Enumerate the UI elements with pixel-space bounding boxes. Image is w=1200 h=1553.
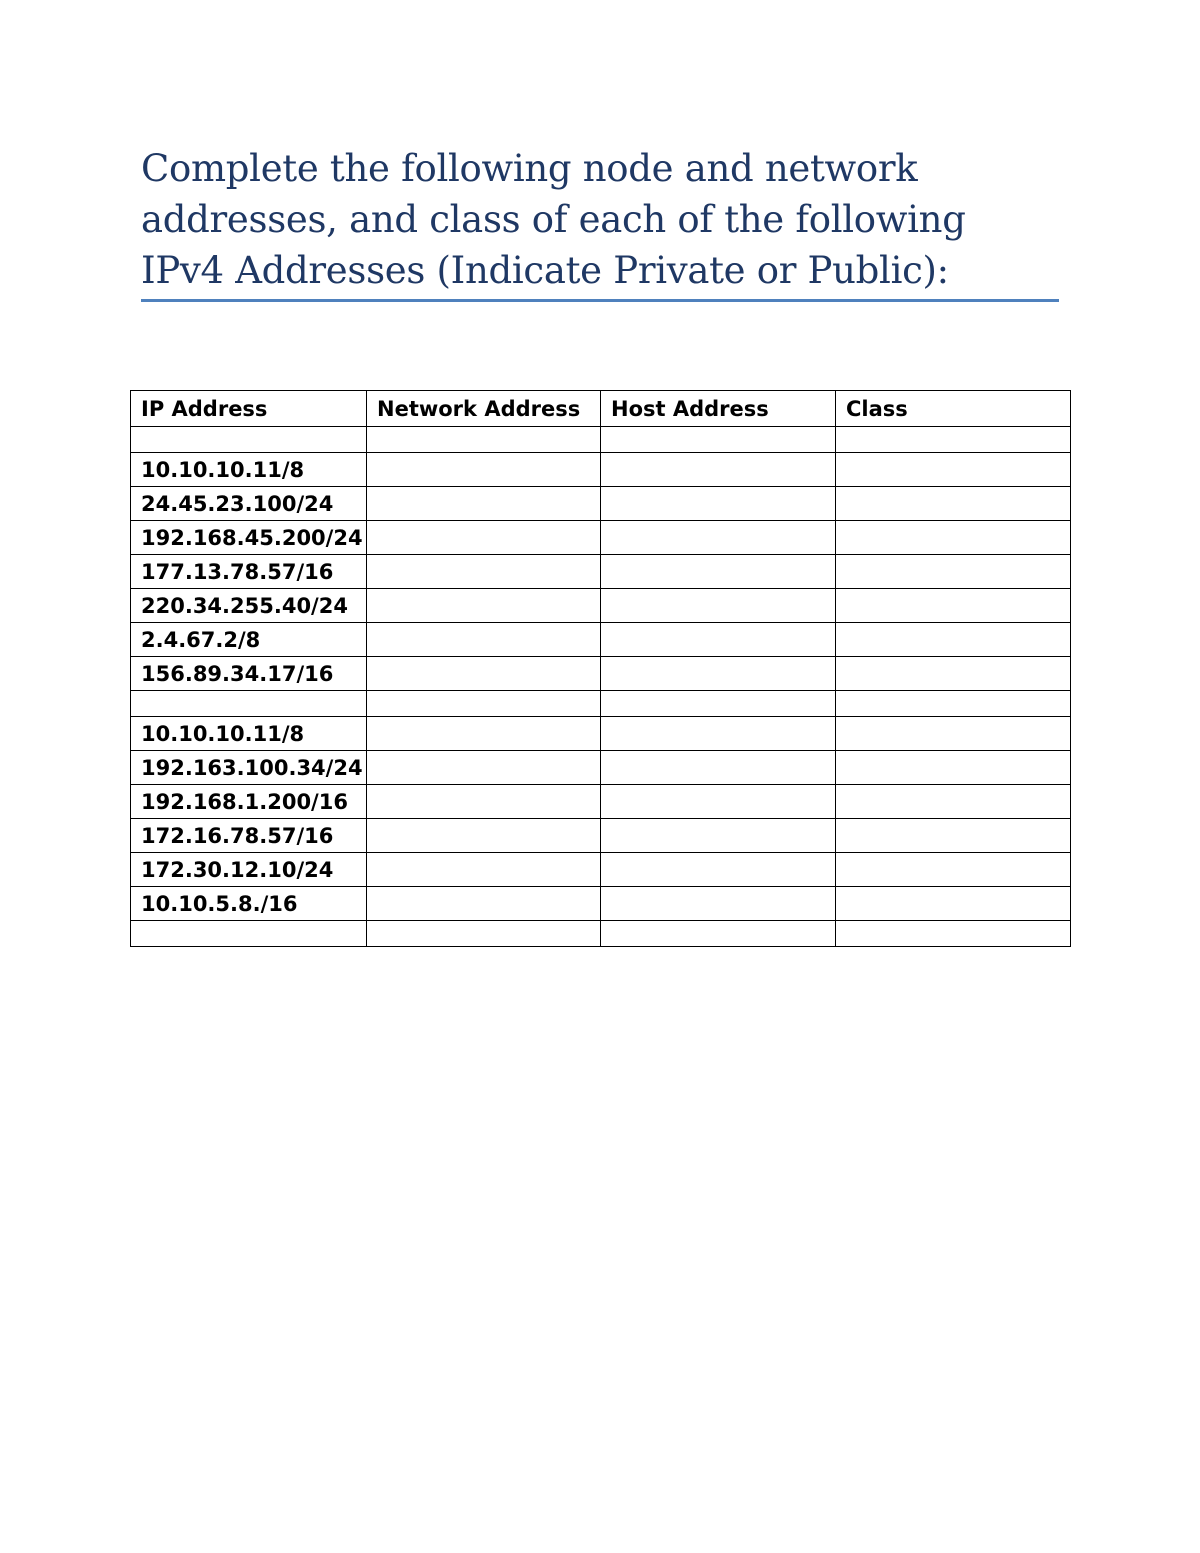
table-header-row (131, 391, 1071, 427)
cell-host-address (601, 785, 836, 819)
cell-network-address (367, 785, 601, 819)
header-ip-address: IP Address (131, 391, 367, 427)
cell-ip-address: 177.13.78.57/16 (131, 555, 367, 589)
cell-class (836, 751, 1071, 785)
table-row (131, 751, 1071, 785)
cell-network-address (367, 589, 601, 623)
cell-host-address (601, 717, 836, 751)
cell-host-address (601, 555, 836, 589)
cell-class (836, 921, 1071, 947)
cell-class (836, 691, 1071, 717)
header-host-address: Host Address (601, 391, 836, 427)
table-row (131, 487, 1071, 521)
title-line-2: addresses, and class of each of the following (141, 198, 966, 241)
table-row (131, 717, 1071, 751)
table-row (131, 819, 1071, 853)
table-row (131, 785, 1071, 819)
cell-class (836, 785, 1071, 819)
cell-host-address (601, 623, 836, 657)
table-row (131, 657, 1071, 691)
table-row (131, 921, 1071, 947)
cell-class (836, 487, 1071, 521)
table-row (131, 887, 1071, 921)
cell-network-address (367, 751, 601, 785)
cell-host-address (601, 921, 836, 947)
cell-network-address (367, 921, 601, 947)
cell-ip-address: 10.10.5.8./16 (131, 887, 367, 921)
cell-ip-address: 10.10.10.11/8 (131, 717, 367, 751)
cell-class (836, 521, 1071, 555)
cell-host-address (601, 819, 836, 853)
cell-network-address (367, 623, 601, 657)
table-row (131, 623, 1071, 657)
cell-host-address (601, 691, 836, 717)
cell-class (836, 717, 1071, 751)
cell-host-address (601, 751, 836, 785)
table-row (131, 691, 1071, 717)
title-line-3: IPv4 Addresses (Indicate Private or Public): (141, 249, 949, 292)
cell-ip-address: 2.4.67.2/8 (131, 623, 367, 657)
cell-ip-address: 172.16.78.57/16 (131, 819, 367, 853)
table-body (131, 427, 1071, 947)
cell-class (836, 853, 1071, 887)
cell-network-address (367, 853, 601, 887)
cell-network-address (367, 453, 601, 487)
header-class: Class (836, 391, 1071, 427)
cell-ip-address: 172.30.12.10/24 (131, 853, 367, 887)
cell-host-address (601, 853, 836, 887)
cell-class (836, 887, 1071, 921)
cell-host-address (601, 521, 836, 555)
cell-class (836, 589, 1071, 623)
title-line-1: Complete the following node and network (141, 147, 918, 190)
cell-host-address (601, 657, 836, 691)
cell-network-address (367, 717, 601, 751)
cell-network-address (367, 427, 601, 453)
cell-class (836, 555, 1071, 589)
cell-ip-address (131, 921, 367, 947)
cell-class (836, 453, 1071, 487)
cell-host-address (601, 487, 836, 521)
table-row (131, 853, 1071, 887)
header-network-address: Network Address (367, 391, 601, 427)
ip-address-table (130, 390, 1071, 947)
cell-class (836, 657, 1071, 691)
cell-network-address (367, 521, 601, 555)
cell-network-address (367, 555, 601, 589)
title-underline (141, 299, 1059, 302)
cell-ip-address: 220.34.255.40/24 (131, 589, 367, 623)
cell-host-address (601, 589, 836, 623)
cell-ip-address: 24.45.23.100/24 (131, 487, 367, 521)
cell-network-address (367, 819, 601, 853)
table-row (131, 453, 1071, 487)
table-row (131, 589, 1071, 623)
cell-network-address (367, 691, 601, 717)
table-row (131, 521, 1071, 555)
table-row (131, 427, 1071, 453)
cell-host-address (601, 887, 836, 921)
cell-network-address (367, 657, 601, 691)
cell-ip-address (131, 427, 367, 453)
cell-class (836, 623, 1071, 657)
cell-class (836, 427, 1071, 453)
cell-network-address (367, 887, 601, 921)
cell-ip-address: 156.89.34.17/16 (131, 657, 367, 691)
cell-ip-address: 192.163.100.34/24 (131, 751, 367, 785)
cell-host-address (601, 427, 836, 453)
cell-network-address (367, 487, 601, 521)
cell-ip-address (131, 691, 367, 717)
cell-ip-address: 192.168.1.200/16 (131, 785, 367, 819)
cell-ip-address: 192.168.45.200/24 (131, 521, 367, 555)
page-title (141, 143, 1059, 296)
cell-host-address (601, 453, 836, 487)
cell-class (836, 819, 1071, 853)
table-row (131, 555, 1071, 589)
cell-ip-address: 10.10.10.11/8 (131, 453, 367, 487)
